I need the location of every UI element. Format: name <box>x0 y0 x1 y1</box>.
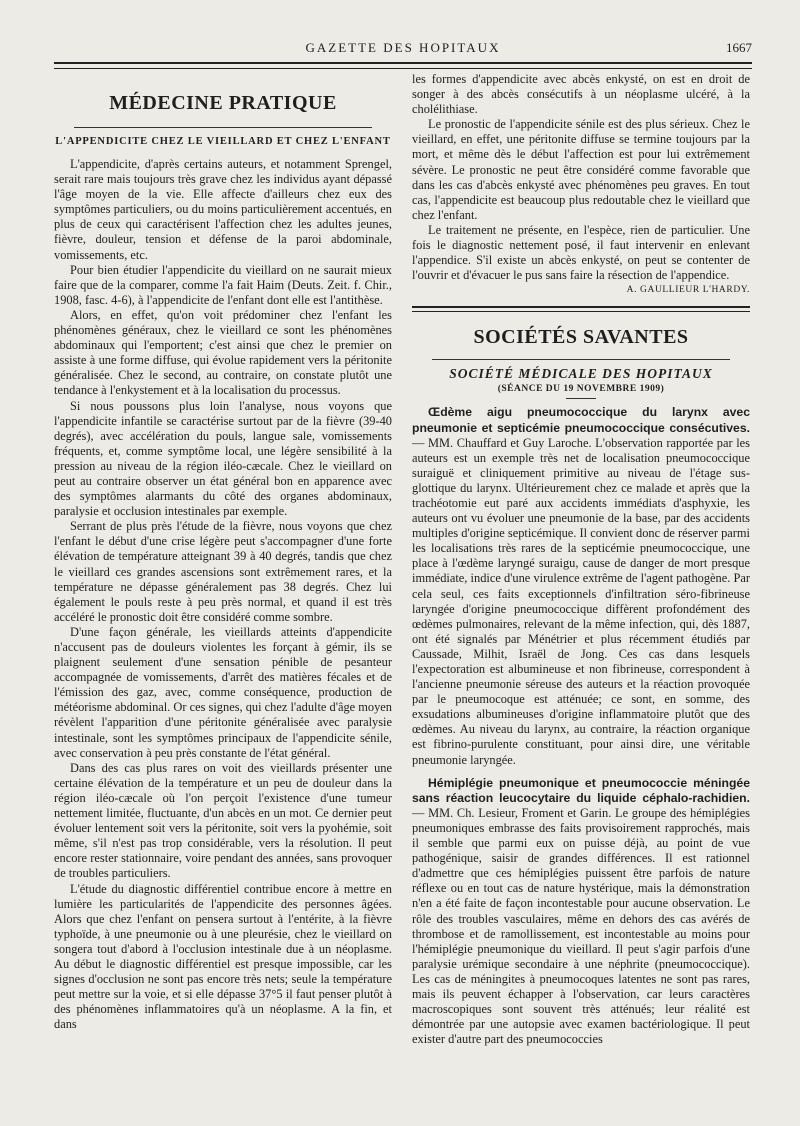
paragraph: L'appendicite, d'après certains auteurs, et notamment Sprengel, serait rare mais toujours très grave chez les individus ayant dépassé l'âge moyen de la vie. Elle affecte d'ailleurs chez eux des symptômes particuliers, ou du moins particulièrement accentués, en plus de ceux qui caractérisent l'affection chez les adultes jeunes, fièvre, douleur, tension et défense de la paroi abdominale, vomissements, etc. <box>54 157 392 262</box>
communication-1 <box>412 405 750 767</box>
page-number: 1667 <box>726 40 752 55</box>
article-title: L'APPENDICITE CHEZ LE VIEILLARD ET CHEZ L'ENFANT <box>55 136 391 147</box>
paragraph: Le pronostic de l'appendicite sénile est des plus sérieux. Chez le vieillard, en effet, une péritonite diffuse se termine toujours par la mort, et même dès le début l'affection est pour lui extrêmement sévère. Le pronostic ne peut être considéré comme favorable que dans les cas d'abcès enkysté avec phénomènes peu graves. En tout cas, l'appendicite est beaucoup plus redoutable chez le vieillard que chez l'enfant. <box>412 117 750 222</box>
paragraph: D'une façon générale, les vieillards atteints d'appendicite n'accusent pas de douleurs violentes les forçant à gémir, ils se plaignent seulement d'une sensation pénible de pesanteur accompagnée de vomissements, d'arrêt des matières fécales et de l'émission des gaz, avec, comme conséquence, production de météorisme abdominal. Or ces signes, qui chez l'adulte d'âge moyen révèlent l'apparition d'une péritonite généralisée avec paralysie intestinale, sont les symptômes principaux de l'appendicite sénile, avec conservation à peu près constante de l'état général. <box>54 624 392 760</box>
paragraph-text: Le traitement ne présente, en l'espèce, rien de particulier. Une fois le diagnostic nettement posé, il faut intervenir en enlevant l'appendice. S'il existe un abcès enkysté, on peut se contenter de l'ouvrir et d'évacuer le pus sans faire la résection de l'appendice. <box>412 222 750 283</box>
paragraph: Si nous poussons plus loin l'analyse, nous voyons que l'appendicite infantile se caractérise surtout par de la fièvre (39-40 degrés), avec accélération du pouls, langue sale, vomissements fréquents, et, comme symptôme local, une légère sensibilité à la pression au niveau de la région iléo-cæcale. Chez le vieillard on peut au contraire observer un état général bon en apparence avec des symptômes alarmants du côté des organes abdominaux, paralysie et occlusion intestinales par exemple. <box>54 398 392 519</box>
communication-2-title: Hémiplégie pneumonique et pneumococcie méningée sans réaction leucocytaire du liquide céphalo-rachidien. <box>412 775 750 805</box>
author-signature: A. GAULLIEUR L'HARDY. <box>626 285 750 296</box>
header-rule <box>54 62 752 69</box>
paragraph <box>412 222 750 296</box>
paragraph: Alors, en effet, qu'on voit prédominer chez l'enfant les phénomènes généraux, chez le vieillard ce sont les phénomènes abdominaux qui l'emportent; c'est ainsi que chez le premier on assiste à une forme diffuse, qui évolue rapidement vers la péritonite généralisée. Chez le second, au contraire, on constate plutôt une tendance à l'enkystement et à la localisation du processus. <box>54 307 392 398</box>
communication-1-title: Œdème aigu pneumococcique du larynx avec pneumonie et septicémie pneumococcique consécutives. <box>412 405 750 435</box>
short-rule <box>566 398 596 399</box>
session-date: (SÉANCE DU 19 NOVEMBRE 1909) <box>497 384 665 395</box>
paragraph: Dans des cas plus rares on voit des vieillards présenter une certaine élévation de la température et un peu de douleur dans la région iléo-cæcale où l'on perçoit l'existence d'une tumeur nettement limitée, fluctuante, d'un abcès en un mot. Ce dernier peut évoluer lentement soit vers la péritonite, soit vers la pyohémie, soit même, s'il n'est pas trop considérable, vers la résolution. Il peut encore rester stationnaire, voire pendant des années, sans provoquer de troubles particuliers. <box>54 760 392 881</box>
society-name: SOCIÉTÉ MÉDICALE DES HOPITAUX <box>449 366 713 382</box>
communication-1-authors: — MM. Chauffard et Guy Laroche. <box>412 435 592 450</box>
running-head <box>54 40 752 60</box>
section-rule <box>74 127 372 128</box>
journal-title: GAZETTE DES HOPITAUX <box>305 40 501 55</box>
paragraph: L'étude du diagnostic différentiel contribue encore à mettre en lumière les particularités de l'appendicite des personnes âgées. Alors que chez l'enfant on pensera surtout à l'entérite, à la fièvre typhoïde, à une pneumonie ou à une pleurésie, chez le vieillard on songera tout d'abord à l'occlusion intestinale due à un néoplasme. Au début le diagnostic différentiel est presque impossible, car les signes d'occlusion ne sont pas encore très nets; seule la température peut mettre sur la voie, et si elle dépasse 37°5 il faut penser plutôt à des phénomènes inflammatoires qu'à un néoplasme. A la fin, et dans <box>54 881 392 1032</box>
paragraph: les formes d'appendicite avec abcès enkysté, on est en droit de songer à des abcès consécutifs à un néoplasme ulcéré, à la cholélithiase. <box>412 72 750 117</box>
paragraph: Serrant de plus près l'étude de la fièvre, nous voyons que chez l'enfant le début d'une crise légère peut s'accompagner d'une forte élévation de température atteignant 39 à 40 degrés, tandis que chez le vieillard ces grandes ascensions sont extrêmement rares, et la température ne dépasse généralement pas 38 degrés. Chez lui également le pouls reste à peu près normal, et quand il est très accéléré le pronostic doit être considéré comme sombre. <box>54 519 392 624</box>
communication-2 <box>412 776 750 1048</box>
right-column <box>412 72 750 1047</box>
section-title-societes: SOCIÉTÉS SAVANTES <box>473 326 689 349</box>
left-column <box>54 72 392 1032</box>
section-divider <box>412 306 750 312</box>
section-rule <box>432 359 730 360</box>
communication-2-authors: — MM. Ch. Lesieur, Froment et Garin. <box>412 805 612 820</box>
communication-1-text: L'observation rapportée par les auteurs est un exemple très net de localisation pneumococcique suraiguë et cliniquement primitive au niveau de l'étage sus-glottique du larynx. Ultérieurement chez ce malade et après que la trachéotomie eut paré aux accidents immédiats d'asphyxie, les auteurs ont vu évoluer une pneumonie de la base, par des accidents multiples d'origine septicémique. Il convient donc de réserver parmi les localisations très rares de la septicémie pneumococcique, une place à l'œdème laryngé suraigu, cause de danger de mort presque immédiate, indice d'une virulence extrême de l'agent pathogène. Par cela seul, ces faits exceptionnels d'infiltration séro-fibrineuse laryngée d'origine pneumococcique diffèrent profondément des œdèmes pulmonaires, relevant de la même infection, qui, dès 1887, ont été signalés par Ménétrier et plus récemment étudiés par Caussade, Milhit, Israël de Jong. Ces cas dans lesquels l'expectoration est albumineuse et non fibrineuse, correspondent à l'ancienne pneumonie séreuse des auteurs et la réaction provoquée par le pneumocoque est atténuée; ce sont, en somme, des exsudations albumineuses d'origine inflammatoire plutôt que des œdèmes. Au niveau du larynx, au contraire, la réaction organique est fibrino-purulente constituant, pour ainsi dire, une véritable pneumonie laryngée. <box>412 435 750 767</box>
paragraph: Pour bien étudier l'appendicite du vieillard on ne saurait mieux faire que de la comparer, comme l'a fait Haim (Deuts. Zeit. f. Chir., 1908, fasc. 4-6), à l'appendicite de l'enfant dont elle est l'antithèse. <box>54 262 392 307</box>
section-title-medecine: MÉDECINE PRATIQUE <box>109 92 337 114</box>
communication-2-text: Le groupe des hémiplégies pneumoniques embrasse des faits provisoirement rapprochés, mais il semble que parmi eux on puisse déjà, au point de vue pathogénique, saisir de grandes différences. Il est rationnel d'admettre que ces hémiplégies puissent être parfois de nature réflexe ou en tout cas de nature hystérique, mais la démonstration n'en a été faite de façon incontestable pour aucune observation. Le rôle des troubles vasculaires, même en dehors des cas avérés de thrombose et de ramollissement, est incontestable au moins pour l'hémiplégie pneumonique du vieillard. Il peut s'agir parfois d'une paralysie urémique secondaire à une néphrite (pneumococcique). Les cas de méningites à pneumocoques latentes ne sont pas rares, mais ils peuvent échapper à l'observation, car leurs caractères macroscopiques sont souvent très atténués; leur réalité est démontrée par une autopsie avec examen bactériologique. Il peut exister d'autre part des pneumococcies <box>412 805 750 1047</box>
